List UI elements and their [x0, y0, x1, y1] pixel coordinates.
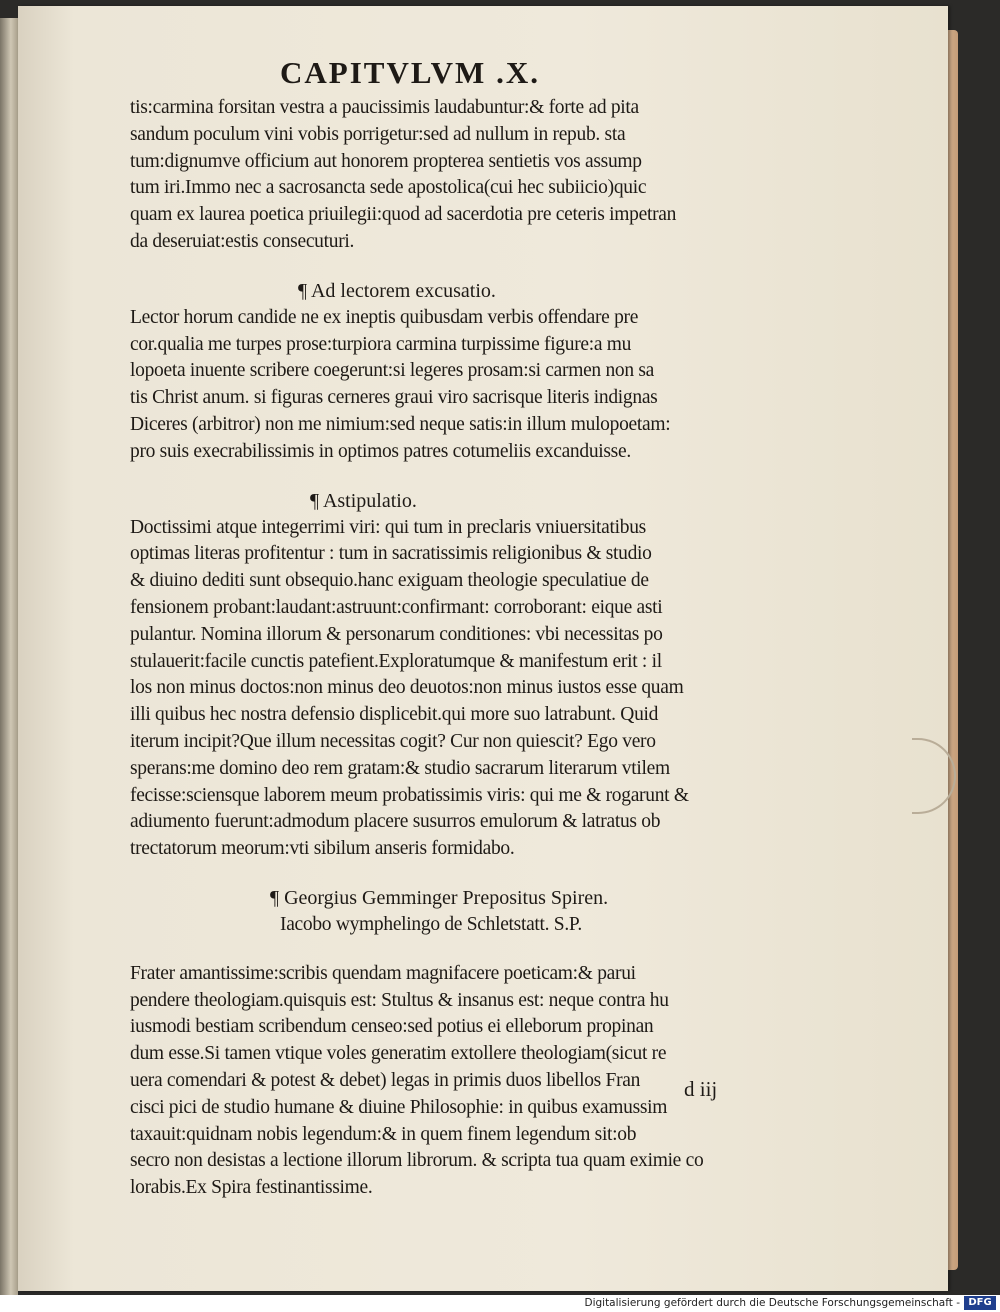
text-line: illi quibus hec nostra defensio displicebit.qui more suo latrabunt. Quid [130, 704, 659, 726]
footer-credit: Digitalisierung gefördert durch die Deutsche Forschungsgemeinschaft - [584, 1297, 960, 1309]
text-line: & diuino dediti sunt obsequio.hanc exiguam theologie speculatiue de [130, 570, 649, 592]
text-line: pro suis execrabilissimis in optimos patres cotumeliis excanduisse. [130, 440, 631, 462]
previous-page-edge [0, 18, 18, 1295]
text-line: lopoeta inuente scribere coegerunt:si legeres prosam:si carmen non sa [130, 360, 655, 382]
text-line: pendere theologiam.quisquis est: Stultus & insanus est: neque contra hu [130, 989, 669, 1011]
text-line: tis Christ anum. si figuras cerneres graui viro sacrisque literis indignas [130, 387, 658, 409]
chapter-heading: CAPITVLVM .X. [280, 55, 540, 90]
text-line: Lector horum candide ne ex ineptis quibusdam verbis offendare pre [130, 306, 639, 328]
excusatio-paragraph [130, 305, 790, 466]
text-line: iterum incipit?Que illum necessitas cogit? Cur non quiescit? Ego vero [130, 730, 656, 752]
text-line: taxauit:quidnam nobis legendum:& in quem finem legendum sit:ob [130, 1123, 637, 1145]
section-title-astipulatio: ¶ Astipulatio. [310, 489, 417, 512]
section-title-excusatio: ¶ Ad lectorem excusatio. [298, 279, 496, 302]
text-line: Doctissimi atque integerrimi viri: qui tum in preclaris vniuersitatibus [130, 516, 646, 538]
text-line: cisci pici de studio humane & diuine Philosophie: in quibus examussim [130, 1096, 668, 1118]
text-line: tum iri.Immo nec a sacrosancta sede apostolica(cui hec subiicio)quic [130, 177, 647, 199]
signature-mark: d iij [684, 1077, 718, 1101]
letter-heading: ¶ Georgius Gemminger Prepositus Spiren. [270, 886, 609, 909]
text-line: secro non desistas a lectione illorum librorum. & scripta tua quam eximie co [130, 1150, 704, 1172]
text-line: pulantur. Nomina illorum & personarum conditiones: vbi necessitas po [130, 623, 663, 645]
letter-addressee: Iacobo wymphelingo de Schletstatt. S.P. [280, 913, 582, 935]
text-line: fensionem probant:laudant:astruunt:confirmant: corroborant: eique asti [130, 596, 663, 618]
dfg-logo: DFG [964, 1296, 996, 1310]
digitization-footer [0, 1295, 1000, 1312]
text-line: Diceres (arbitror) non me nimium:sed neque satis:in illum mulopoetam: [130, 413, 671, 435]
text-line: adiumento fuerunt:admodum placere susurros emulorum & latratus ob [130, 811, 661, 833]
text-line: sperans:me domino deo rem gratam:& studio sacrarum literarum vtilem [130, 757, 670, 779]
text-line: iusmodi bestiam scribendum censeo:sed potius ei elleborum propinan [130, 1016, 654, 1038]
text-line: trectatorum meorum:vti sibilum anseris formidabo. [130, 838, 515, 860]
text-line: dum esse.Si tamen vtique voles generatim extollere theologiam(sicut re [130, 1043, 667, 1065]
text-line: tum:dignumve officium aut honorem propterea sentietis vos assump [130, 150, 642, 172]
text-line: fecisse:sciensque laborem meum probatissimis viris: qui me & rogarunt & [130, 784, 689, 806]
text-line: tis:carmina forsitan vestra a paucissimis laudabuntur:& forte ad pita [130, 97, 639, 118]
text-line: da deseruiat:estis consecuturi. [130, 230, 355, 252]
text-line: cor.qualia me turpes prose:turpiora carmina turpissime figure:a mu [130, 333, 632, 355]
astipulatio-paragraph [130, 515, 790, 863]
page-text [130, 55, 790, 1202]
text-line: optimas literas profitentur : tum in sacratissimis religionibus & studio [130, 543, 652, 565]
intro-paragraph [130, 95, 790, 256]
text-line: los non minus doctos:non minus deo deuotos:non minus iustos esse quam [130, 677, 684, 699]
text-line: lorabis.Ex Spira festinantissime. [130, 1177, 373, 1199]
text-line: Frater amantissime:scribis quendam magnifacere poeticam:& parui [130, 962, 636, 984]
text-line: sandum poculum vini vobis porrigetur:sed ad nullum in repub. sta [130, 123, 626, 145]
text-line: uera comendari & potest & debet) legas in primis duos libellos Fran [130, 1069, 641, 1091]
text-line: stulauerit:facile cunctis patefient.Exploratumque & manifestum erit : il [130, 650, 662, 672]
spacer [130, 939, 790, 961]
text-line: quam ex laurea poetica priuilegii:quod ad sacerdotia pre ceteris impetran [130, 204, 677, 226]
